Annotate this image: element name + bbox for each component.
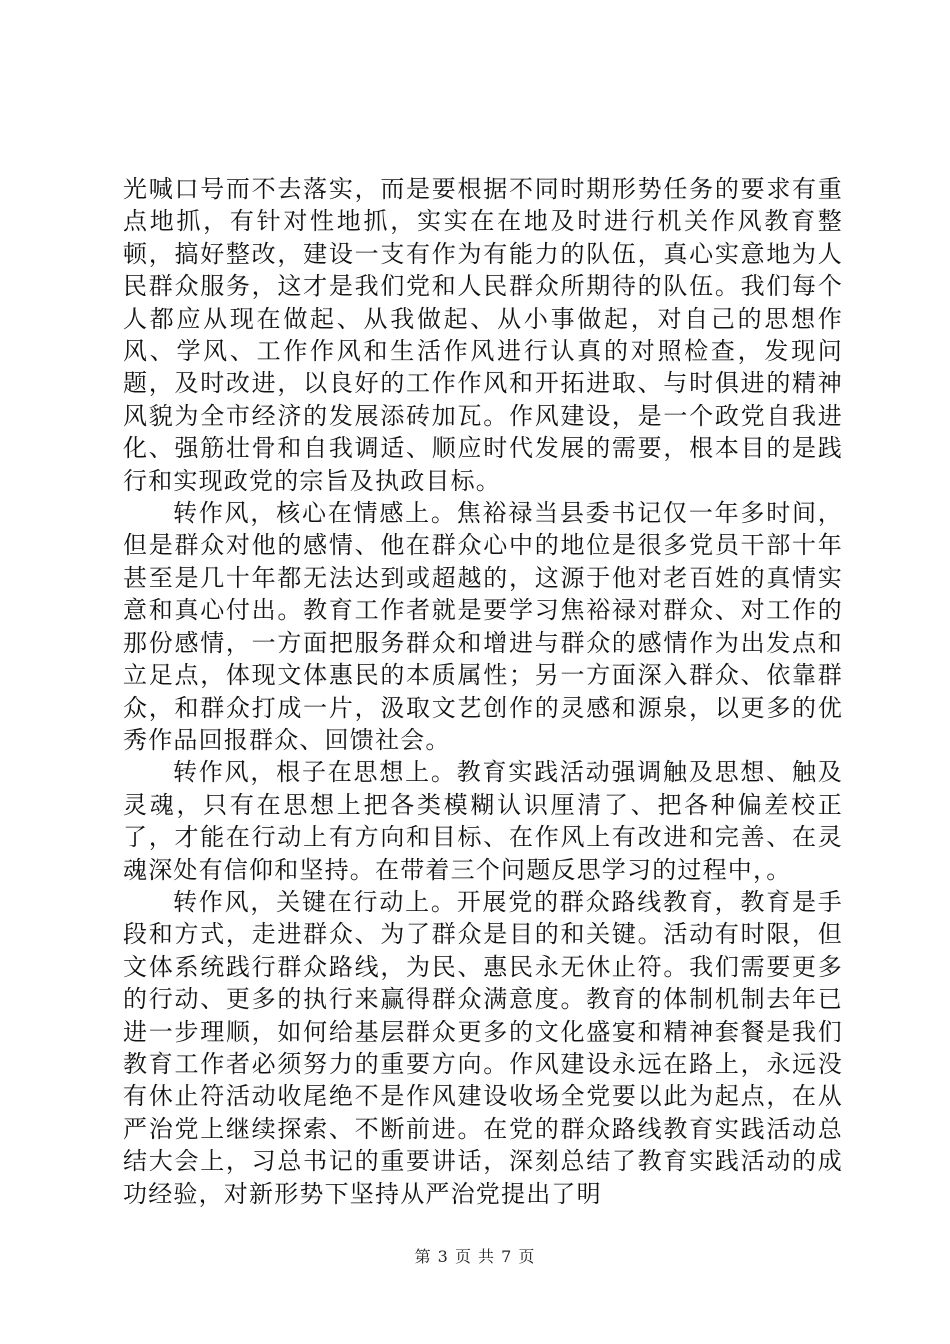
paragraph-2: 转作风，核心在情感上。焦裕禄当县委书记仅一年多时间，但是群众对他的感情、他在群众心中的地位是很多党员干部十年甚至是几十年都无法达到或超越的，这源于他对老百姓的真情实意和真心付出。教育工作者就是要学习焦裕禄对群众、对工作的那份感情，一方面把服务群众和增进与群众的感情作为出发点和立足点，体现文体惠民的本质属性；另一方面深入群众、依靠群众，和群众打成一片，汲取文艺创作的灵感和源泉，以更多的优秀作品回报群众、回馈社会。 bbox=[123, 499, 843, 754]
paragraph-4: 转作风，关键在行动上。开展党的群众路线教育，教育是手段和方式，走进群众、为了群众是目的和关键。活动有时限，但文体系统践行群众路线，为民、惠民永无休止符。我们需要更多的行动、更多的执行来赢得群众满意度。教育的体制机制去年已进一步理顺，如何给基层群众更多的文化盛宴和精神套餐是我们教育工作者必须努力的重要方向。作风建设永远在路上，永远没有休止符活动收尾绝不是作风建设收场全党要以此为起点，在从严治党上继续探索、不断前进。在党的群众路线教育实践活动总结大会上，习总书记的重要讲话，深刻总结了教育实践活动的成功经验，对新形势下坚持从严治党提出了明 bbox=[123, 887, 843, 1208]
page-number-footer: 第 3 页 共 7 页 bbox=[414, 1247, 536, 1266]
document-body bbox=[123, 173, 843, 1210]
paragraph-1: 光喊口号而不去落实，而是要根据不同时期形势任务的要求有重点地抓，有针对性地抓，实实在在地及时进行机关作风教育整顿，搞好整改，建设一支有作为有能力的队伍，真心实意地为人民群众服务，这才是我们党和人民群众所期待的队伍。我们每个人都应从现在做起、从我做起、从小事做起，对自己的思想作风、学风、工作作风和生活作风进行认真的对照检查，发现问题，及时改进，以良好的工作作风和开拓进取、与时俱进的精神风貌为全市经济的发展添砖加瓦。作风建设，是一个政党自我进化、强筋壮骨和自我调适、顺应时代发展的需要，根本目的是践行和实现政党的宗旨及执政目标。 bbox=[123, 175, 843, 495]
paragraph-3: 转作风，根子在思想上。教育实践活动强调触及思想、触及灵魂，只有在思想上把各类模糊认识厘清了、把各种偏差校正了，才能在行动上有方向和目标、在作风上有改进和完善、在灵魂深处有信仰和坚持。在带着三个问题反思学习的过程中，。 bbox=[123, 758, 843, 884]
